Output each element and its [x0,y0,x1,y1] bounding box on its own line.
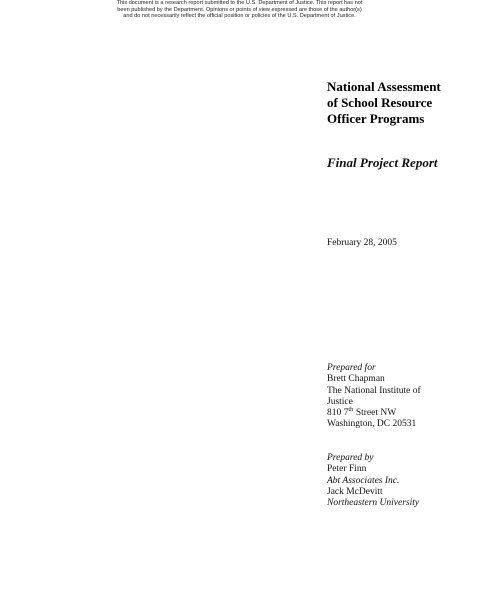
report-subtitle: Final Project Report [327,155,438,170]
disclaimer-header [0,0,479,20]
street-name: Street NW [353,408,397,419]
report-date: February 28, 2005 [327,238,397,248]
recipient-org-line: The National Institute of [327,385,421,396]
report-title [327,79,441,127]
prepared-for-heading: Prepared for [327,363,376,373]
report-title-line: National Assessment [327,79,441,94]
prepared-by-heading: Prepared by [327,453,374,463]
recipient-org-line: Justice [327,396,353,407]
author-name: Jack McDevitt [327,486,383,497]
disclaimer-line: This document is a research report submitted to the U.S. Department of Justice. This report has not [116,0,363,6]
recipient-name: Brett Chapman [327,374,385,385]
report-title-line: Officer Programs [327,111,425,126]
street-ordinal-suffix: th [348,406,354,414]
author-affiliation: Abt Associates Inc. [327,475,400,486]
disclaimer-line: been published by the Department. Opinions or points of view expressed are those of the author(s) [117,6,362,13]
prepared-by-block [327,453,419,509]
recipient-city: Washington, DC 20531 [327,419,417,430]
disclaimer-line: and do not necessarily reflect the official position or policies of the U.S. Department of Justice. [123,13,356,20]
author-affiliation: Northeastern University [327,498,420,509]
author-name: Peter Finn [327,464,367,475]
street-number: 810 7 [327,408,349,419]
prepared-for-block [327,363,421,431]
recipient-street [327,408,421,419]
report-title-line: of School Resource [327,95,433,110]
